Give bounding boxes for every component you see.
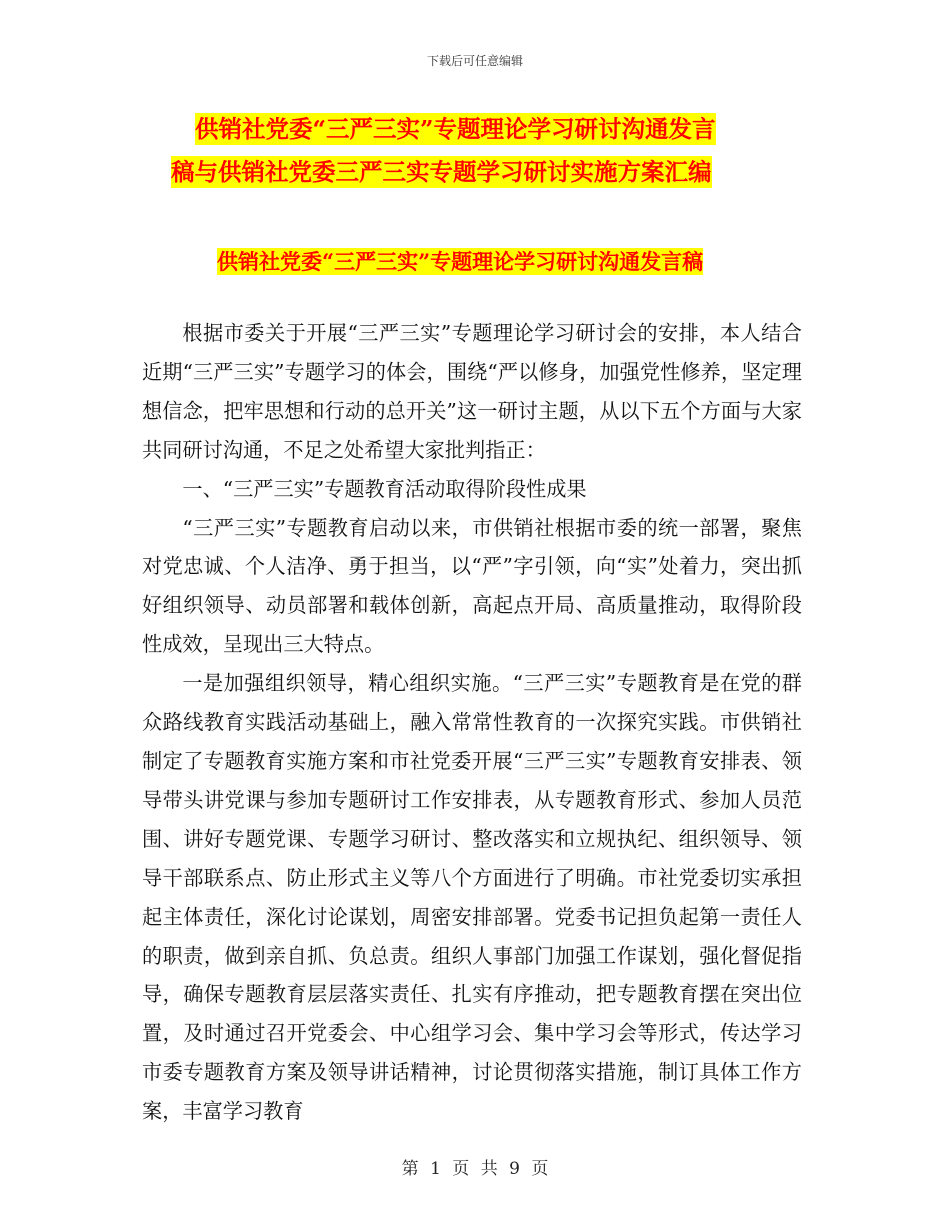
- document-title: [150, 108, 830, 194]
- header-note: 下载后可任意编辑: [426, 54, 523, 68]
- page-footer: 第 1 页 共 9 页: [401, 1159, 549, 1179]
- body-text: [142, 314, 802, 1131]
- paragraph-overview: “三严三实”专题教育启动以来，市供销社根据市委的统一部署，聚焦对党忠诚、个人洁净、勇于担当，以“严”字引领，向“实”处着力，突出抓好组织领导、动员部署和载体创新，高起点开局、高质量推动，取得阶段性成效，呈现出三大特点。: [142, 515, 802, 657]
- title-line-1-text: 供销社党委“三严三实”专题理论学习研讨沟通发言: [195, 115, 716, 143]
- title-line-1: [150, 108, 830, 151]
- paragraph-heading-1: 一、“三严三实”专题教育活动取得阶段性成果: [182, 476, 587, 501]
- title-line-2: [150, 151, 830, 194]
- paragraph-point-1: 一是加强组织领导，精心组织实施。“三严三实”专题教育是在党的群众路线教育实践活动基础上，融入常常性教育的一次探究实践。市供销社制定了专题教育实施方案和市社党委开展“三严三实”专题教育安排表、领导带头讲党课与参加专题研讨工作安排表，从专题教育形式、参加人员范围、讲好专题党课、专题学习研讨、整改落实和立规执纪、组织领导、领导干部联系点、防止形式主义等八个方面进行了明确。市社党委切实承担起主体责任，深化讨论谋划，周密安排部署。党委书记担负起第一责任人的职责，做到亲自抓、负总责。组织人事部门加强工作谋划，强化督促指导，确保专题教育层层落实责任、扎实有序推动，把专题教育摆在突出位置，及时通过召开党委会、中心组学习会、集中学习会等形式，传达学习市委专题教育方案及领导讲话精神，讨论贯彻落实措施，制订具体工作方案，丰富学习教育: [142, 671, 802, 1124]
- title-line-2-text: 稿与供销社党委三严三实专题学习研讨实施方案汇编: [171, 158, 712, 186]
- section-title: [217, 245, 703, 279]
- paragraph-intro: 根据市委关于开展“三严三实”专题理论学习研讨会的安排，本人结合近期“三严三实”专题学习的体会，围绕“严以修身，加强党性修养，坚定理想信念，把牢思想和行动的总开关”这一研讨主题，从以下五个方面与大家共同研讨沟通，不足之处希望大家批判指正：: [142, 321, 802, 462]
- section-title-text: 供销社党委“三严三实”专题理论学习研讨沟通发言稿: [217, 249, 704, 274]
